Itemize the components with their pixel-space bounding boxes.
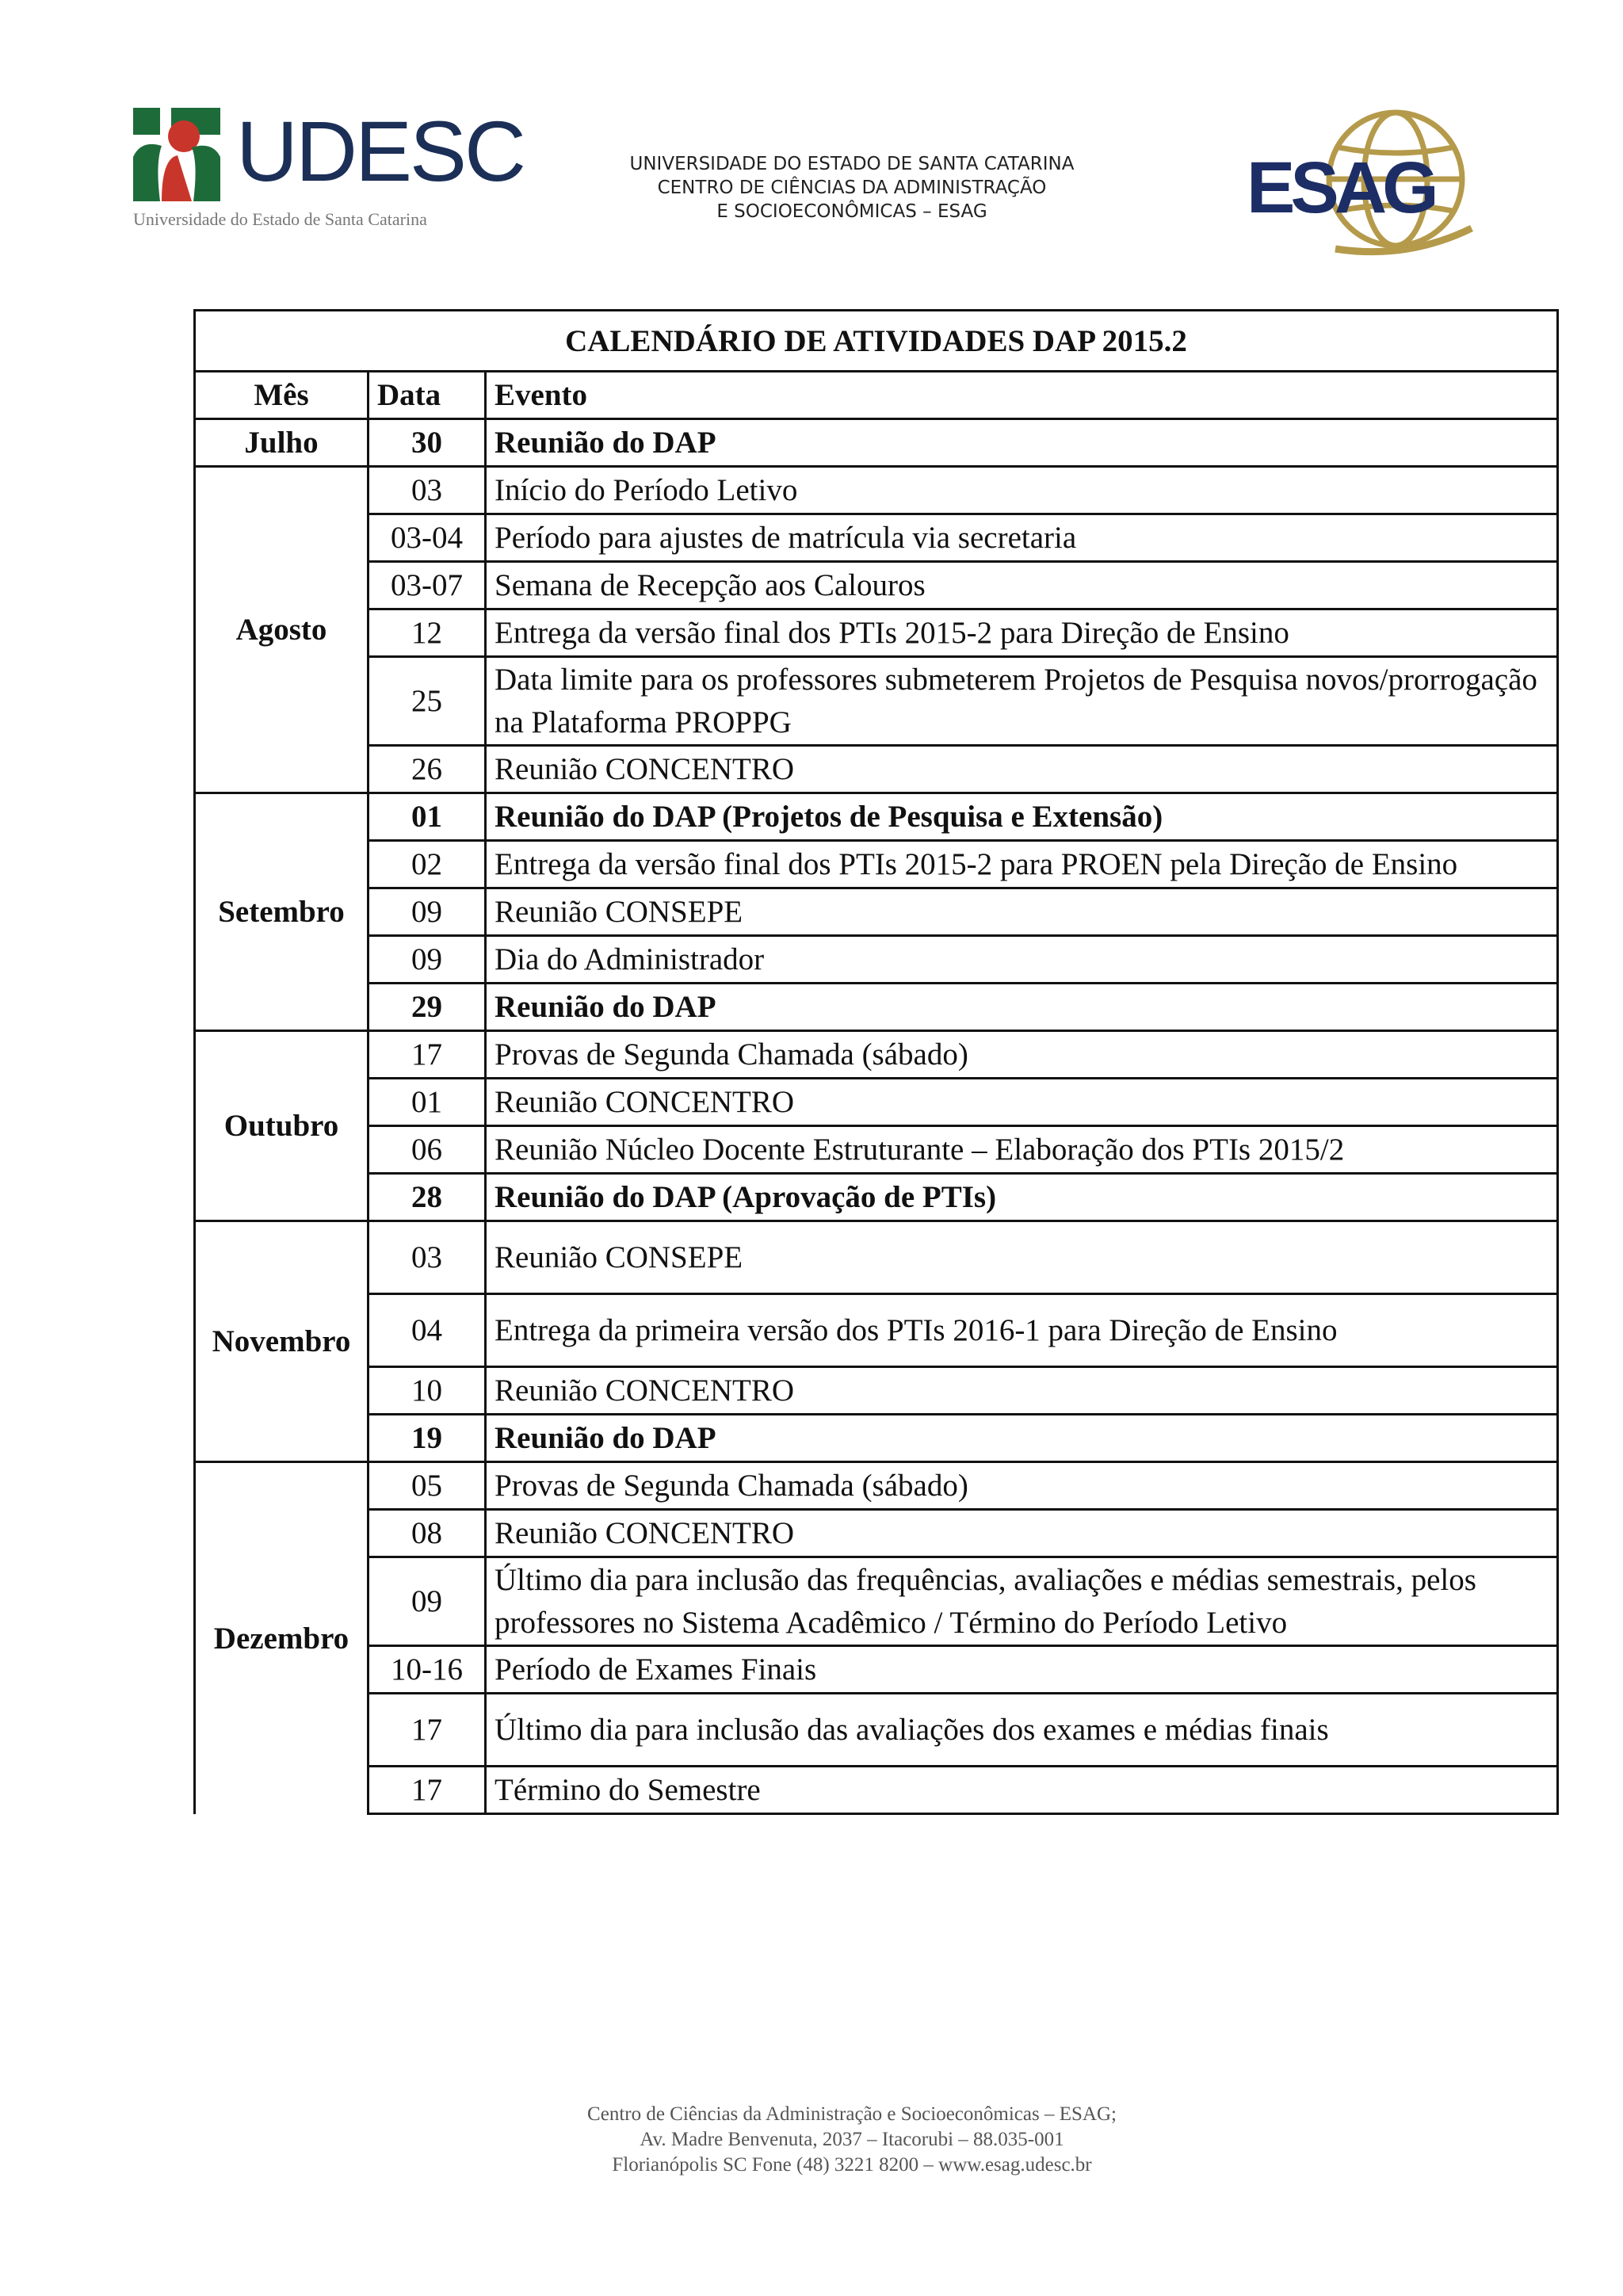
event-cell: Reunião CONSEPE xyxy=(486,1221,1558,1294)
event-cell: Reunião do DAP xyxy=(486,984,1558,1031)
calendar-row xyxy=(195,1126,1558,1174)
event-cell: Último dia para inclusão das frequências, avaliações e médias semestrais, pelos professores no Sistema Acadêmico / Término do Período Letivo xyxy=(486,1557,1558,1646)
calendar-row xyxy=(195,936,1558,984)
esag-wordmark: ESAG xyxy=(1247,147,1434,228)
date-cell: 09 xyxy=(369,1557,486,1646)
footer-line: Centro de Ciências da Administração e Socioeconômicas – ESAG; xyxy=(587,2103,1117,2125)
calendar-row xyxy=(195,609,1558,657)
udesc-emblem-icon xyxy=(133,108,220,201)
column-header-month: Mês xyxy=(195,372,369,419)
calendar-row xyxy=(195,1294,1558,1367)
event-cell: Reunião CONCENTRO xyxy=(486,1367,1558,1415)
event-cell: Reunião do DAP xyxy=(486,419,1558,467)
event-cell: Último dia para inclusão das avaliações dos exames e médias finais xyxy=(486,1694,1558,1767)
institution-line: CENTRO DE CIÊNCIAS DA ADMINISTRAÇÃO xyxy=(657,178,1047,198)
footer-line: Florianópolis SC Fone (48) 3221 8200 – www.esag.udesc.br xyxy=(612,2154,1092,2176)
footer-line: Av. Madre Benvenuta, 2037 – Itacorubi – 88.035-001 xyxy=(640,2129,1064,2150)
calendar-row xyxy=(195,1646,1558,1694)
event-cell: Reunião CONSEPE xyxy=(486,888,1558,936)
column-header-event: Evento xyxy=(486,372,1558,419)
date-cell: 09 xyxy=(369,888,486,936)
event-cell: Provas de Segunda Chamada (sábado) xyxy=(486,1031,1558,1079)
column-header-date: Data xyxy=(369,372,486,419)
date-cell: 09 xyxy=(369,936,486,984)
date-cell: 17 xyxy=(369,1031,486,1079)
calendar-row xyxy=(195,419,1558,467)
event-cell: Semana de Recepção aos Calouros xyxy=(486,562,1558,609)
date-cell: 12 xyxy=(369,609,486,657)
event-cell: Início do Período Letivo xyxy=(486,467,1558,514)
date-cell: 25 xyxy=(369,657,486,746)
date-cell: 29 xyxy=(369,984,486,1031)
udesc-subtitle: Universidade do Estado de Santa Catarina xyxy=(133,209,427,229)
esag-logo xyxy=(1240,109,1478,256)
calendar-row xyxy=(195,1694,1558,1767)
event-cell: Reunião do DAP (Projetos de Pesquisa e Extensão) xyxy=(486,793,1558,841)
date-cell: 06 xyxy=(369,1126,486,1174)
month-cell: Dezembro xyxy=(195,1462,369,1814)
event-cell: Provas de Segunda Chamada (sábado) xyxy=(486,1462,1558,1510)
calendar-table xyxy=(193,309,1559,1815)
date-cell: 10 xyxy=(369,1367,486,1415)
date-cell: 10-16 xyxy=(369,1646,486,1694)
calendar-row xyxy=(195,1031,1558,1079)
event-cell: Entrega da versão final dos PTIs 2015-2 para PROEN pela Direção de Ensino xyxy=(486,841,1558,888)
calendar-row xyxy=(195,657,1558,746)
calendar-row xyxy=(195,562,1558,609)
calendar-row xyxy=(195,1367,1558,1415)
calendar-row xyxy=(195,1767,1558,1814)
month-cell: Setembro xyxy=(195,793,369,1031)
calendar-row xyxy=(195,1510,1558,1557)
calendar-row xyxy=(195,793,1558,841)
event-cell: Entrega da primeira versão dos PTIs 2016-1 para Direção de Ensino xyxy=(486,1294,1558,1367)
calendar-row xyxy=(195,514,1558,562)
month-cell: Novembro xyxy=(195,1221,369,1462)
event-cell: Dia do Administrador xyxy=(486,936,1558,984)
date-cell: 03 xyxy=(369,467,486,514)
calendar-row xyxy=(195,746,1558,793)
institution-line: UNIVERSIDADE DO ESTADO DE SANTA CATARINA xyxy=(629,154,1075,174)
month-cell: Outubro xyxy=(195,1031,369,1221)
date-cell: 03-04 xyxy=(369,514,486,562)
event-cell: Período de Exames Finais xyxy=(486,1646,1558,1694)
calendar-row xyxy=(195,1415,1558,1462)
event-cell: Término do Semestre xyxy=(486,1767,1558,1814)
footer-address xyxy=(444,2102,1260,2178)
calendar-row xyxy=(195,1462,1558,1510)
institution-line: E SOCIOECONÔMICAS – ESAG xyxy=(716,201,987,222)
date-cell: 19 xyxy=(369,1415,486,1462)
event-cell: Período para ajustes de matrícula via secretaria xyxy=(486,514,1558,562)
calendar-row xyxy=(195,1079,1558,1126)
date-cell: 17 xyxy=(369,1767,486,1814)
event-cell: Data limite para os professores submeterem Projetos de Pesquisa novos/prorrogação na Plataforma PROPPG xyxy=(486,657,1558,746)
udesc-wordmark: UDESC xyxy=(236,103,525,199)
date-cell: 05 xyxy=(369,1462,486,1510)
date-cell: 26 xyxy=(369,746,486,793)
date-cell: 01 xyxy=(369,1079,486,1126)
date-cell: 30 xyxy=(369,419,486,467)
calendar-title: CALENDÁRIO DE ATIVIDADES DAP 2015.2 xyxy=(195,311,1558,372)
event-cell: Entrega da versão final dos PTIs 2015-2 para Direção de Ensino xyxy=(486,609,1558,657)
date-cell: 01 xyxy=(369,793,486,841)
date-cell: 28 xyxy=(369,1174,486,1221)
institution-name xyxy=(571,152,1133,223)
calendar-row xyxy=(195,841,1558,888)
calendar-row xyxy=(195,467,1558,514)
date-cell: 02 xyxy=(369,841,486,888)
date-cell: 03-07 xyxy=(369,562,486,609)
event-cell: Reunião CONCENTRO xyxy=(486,1510,1558,1557)
month-cell: Agosto xyxy=(195,467,369,793)
date-cell: 04 xyxy=(369,1294,486,1367)
date-cell: 17 xyxy=(369,1694,486,1767)
event-cell: Reunião CONCENTRO xyxy=(486,746,1558,793)
calendar-row xyxy=(195,1174,1558,1221)
event-cell: Reunião Núcleo Docente Estruturante – Elaboração dos PTIs 2015/2 xyxy=(486,1126,1558,1174)
date-cell: 08 xyxy=(369,1510,486,1557)
calendar-row xyxy=(195,888,1558,936)
date-cell: 03 xyxy=(369,1221,486,1294)
calendar-row xyxy=(195,1221,1558,1294)
event-cell: Reunião CONCENTRO xyxy=(486,1079,1558,1126)
month-cell: Julho xyxy=(195,419,369,467)
calendar-row xyxy=(195,1557,1558,1646)
calendar-row xyxy=(195,984,1558,1031)
event-cell: Reunião do DAP (Aprovação de PTIs) xyxy=(486,1174,1558,1221)
event-cell: Reunião do DAP xyxy=(486,1415,1558,1462)
udesc-logo xyxy=(133,103,525,235)
